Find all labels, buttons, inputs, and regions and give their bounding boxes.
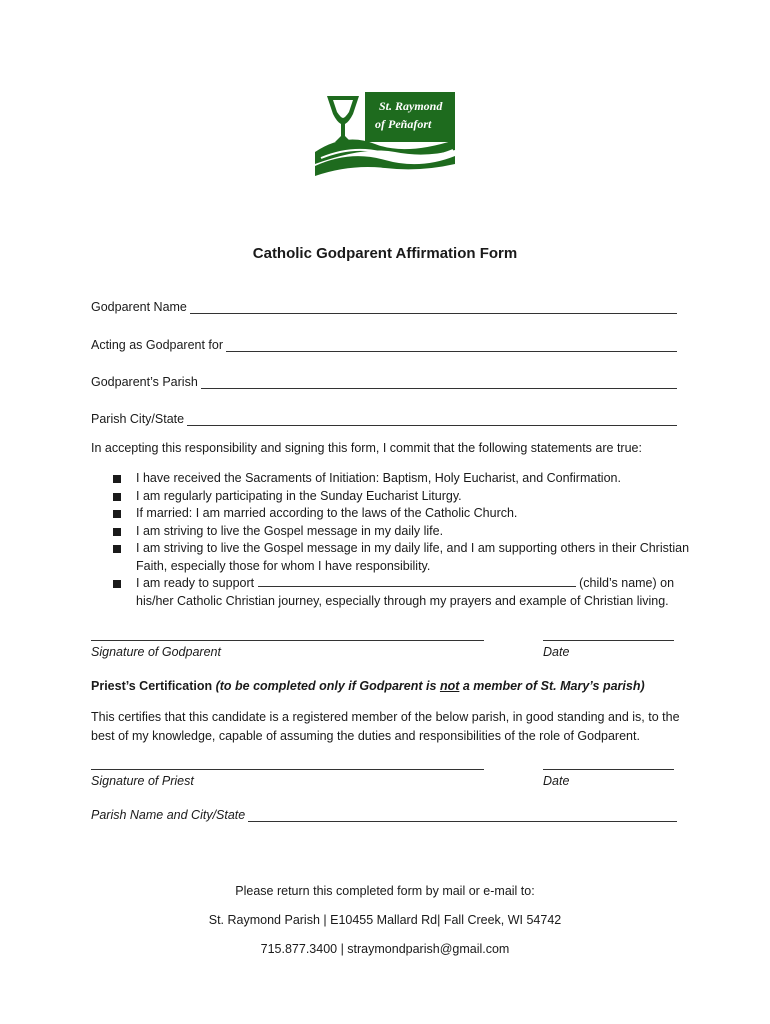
certify-paragraph: This certifies that this candidate is a registered member of the below parish, in good standing and is, to the best of my knowledge, capable of assuming the duties and responsibilities of the role of Godparent.: [91, 710, 680, 743]
priest-parish-field[interactable]: [91, 808, 677, 822]
bullet-square-icon: [113, 493, 121, 501]
signature-godparent-label: Signature of Godparent: [91, 645, 221, 659]
parish-city-blank[interactable]: [187, 413, 677, 426]
statement-text: I have received the Sacraments of Initiation: Baptism, Holy Eucharist, and Confirmation.: [136, 471, 621, 485]
priest-note-before: (to be completed only if Godparent is: [215, 679, 437, 693]
return-instructions: Please return this completed form by mail or e-mail to:: [235, 884, 535, 898]
support-text-after: (child’s name) on his/her Catholic Christian journey, especially through my prayers and example of Christian living.: [136, 576, 675, 608]
bullet-square-icon: [113, 528, 121, 536]
acting-for-label: Acting as Godparent for: [91, 338, 224, 352]
parish-contact: 715.877.3400 | straymondparish@gmail.com: [260, 942, 510, 956]
priest-signature-line[interactable]: [91, 769, 484, 770]
list-item: [113, 488, 693, 506]
form-title: Catholic Godparent Affirmation Form: [252, 245, 518, 262]
priest-parish-blank[interactable]: [248, 809, 677, 822]
statement-text: If married: I am married according to the laws of the Catholic Church.: [136, 506, 518, 520]
priest-certification-heading: [91, 679, 711, 693]
support-text-before: I am ready to support: [136, 576, 255, 590]
bullet-square-icon: [113, 545, 121, 553]
priest-note-not: not: [439, 679, 460, 693]
priest-note-after: a member of St. Mary’s parish): [462, 679, 645, 693]
statement-list: [113, 470, 693, 610]
parish-logo: [315, 92, 455, 176]
statement-text: I am striving to live the Gospel message in my daily life.: [136, 523, 444, 538]
godparent-date-label: Date: [543, 645, 570, 659]
godparent-name-label: Godparent Name: [91, 300, 187, 314]
priest-date-label: Date: [543, 774, 570, 788]
godparent-parish-label: Godparent’s Parish: [91, 375, 198, 389]
bullet-square-icon: [113, 510, 121, 518]
list-item: [113, 540, 693, 575]
chalice-wave-logo-icon: [315, 92, 455, 176]
list-item: [113, 470, 693, 488]
godparent-name-field[interactable]: [91, 300, 677, 314]
parish-address: St. Raymond Parish | E10455 Mallard Rd| Fall Creek, WI 54742: [208, 913, 562, 927]
logo-text-line1: St. Raymond: [379, 99, 443, 113]
priest-parish-label: Parish Name and City/State: [91, 808, 246, 822]
signature-priest-label: Signature of Priest: [91, 774, 194, 788]
bullet-square-icon: [113, 580, 121, 588]
priest-heading-text: Priest’s Certification: [91, 679, 213, 693]
statement-text: I am regularly participating in the Sunday Eucharist Liturgy.: [136, 488, 462, 503]
parish-city-label: Parish City/State: [91, 412, 185, 426]
statement-text: I am striving to live the Gospel message in my daily life, and I am supporting others in their Christian Faith, especially those for whom I have responsibility.: [136, 541, 690, 573]
commitment-intro: In accepting this responsibility and signing this form, I commit that the following statements are true:: [91, 441, 642, 455]
acting-for-blank[interactable]: [226, 339, 677, 352]
list-item: [113, 505, 693, 523]
godparent-parish-blank[interactable]: [201, 376, 677, 389]
godparent-date-line[interactable]: [543, 640, 674, 641]
child-name-blank[interactable]: [258, 576, 576, 587]
parish-city-field[interactable]: [91, 412, 677, 426]
bullet-square-icon: [113, 475, 121, 483]
list-item: [113, 575, 693, 610]
godparent-signature-line[interactable]: [91, 640, 484, 641]
godparent-parish-field[interactable]: [91, 375, 677, 389]
priest-date-line[interactable]: [543, 769, 674, 770]
logo-text-line2: of Peñafort: [375, 117, 432, 131]
list-item: [113, 523, 693, 541]
acting-for-field[interactable]: [91, 338, 677, 352]
godparent-name-blank[interactable]: [190, 301, 677, 314]
